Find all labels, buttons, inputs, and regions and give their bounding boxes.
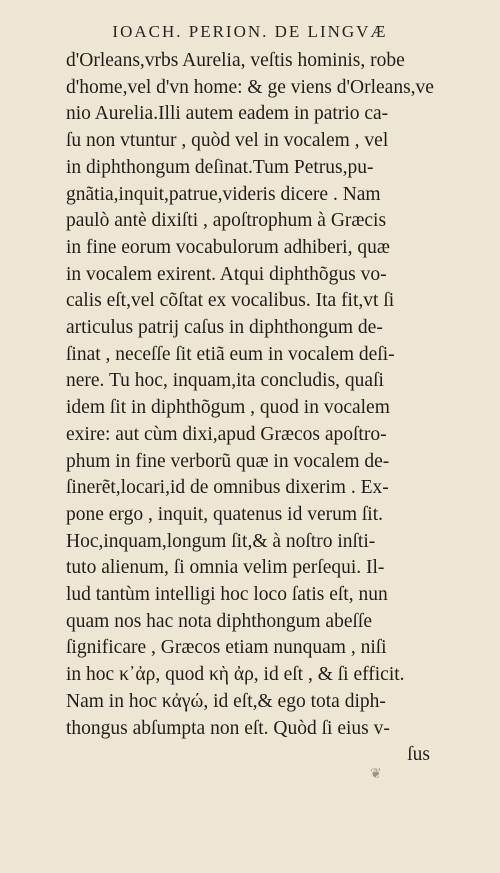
catchword: ſus (407, 744, 430, 766)
text-line: nio Aurelia.Illi autem eadem in patrio ca- (66, 103, 389, 125)
text-line: ſu non vtuntur , quòd vel in vocalem , vel (66, 130, 389, 152)
text-line: paulò antè dixiſti , apoſtrophum à Græcis (66, 210, 387, 232)
text-line: d'Orleans,vrbs Aurelia, veſtis hominis, robe (66, 50, 405, 71)
text-line: thongus abſumpta non eſt. Quòd ſi eius v- (66, 717, 390, 739)
text-line: tuto alienum, ſi omnia velim perſequi. Il- (66, 557, 385, 579)
text-line: in fine eorum vocabulorum adhiberi, quæ (66, 236, 390, 258)
text-line: gnãtia,inquit,patrue,videris dicere . Nam (66, 183, 381, 205)
body-text (66, 48, 466, 769)
text-line: ſinat , neceſſe ſit etiã eum in vocalem deſi- (66, 343, 395, 365)
text-line: Hoc,inquam,longum ſit,& à noſtro inſti- (66, 530, 376, 552)
text-line: calis eſt,vel cõſtat ex vocalibus. Ita fit,vt ſi (66, 290, 395, 312)
text-line: Nam in hoc κἀγώ, id eſt,& ego tota diph- (66, 690, 386, 712)
text-line: phum in fine verborũ quæ in vocalem de- (66, 450, 390, 472)
text-line: ſignificare , Græcos etiam nunquam , niſi (66, 637, 387, 659)
text-line: ſinerẽt,locari,id de omnibus dixerim . Ex- (66, 477, 389, 499)
text-line: nere. Tu hoc, inquam,ita concludis, quaſi (66, 370, 384, 392)
text-line: in diphthongum deſinat.Tum Petrus,pu- (66, 156, 374, 178)
text-line: in vocalem exirent. Atqui diphthõgus vo- (66, 263, 387, 285)
text-line: lud tantùm intelligi hoc loco ſatis eſt, nun (66, 584, 388, 606)
text-line: pone ergo , inquit, quatenus id verum ſit. (66, 503, 384, 525)
text-line: in hoc κ᾽ἀρ, quod κὴ ἀρ, id eſt , & ſi efficit. (66, 664, 405, 686)
ink-mark-icon: ❦ (370, 766, 382, 782)
text-line: quam nos hac nota diphthongum abeſſe (66, 610, 372, 632)
running-header: IOACH. PERION. DE LINGVÆ (112, 22, 388, 41)
text-line: exire: aut cùm dixi,apud Græcos apoſtro- (66, 423, 387, 445)
text-line: idem ſit in diphthõgum , quod in vocalem (66, 397, 390, 419)
text-line: d'home,vel d'vn home: & ge viens d'Orleans,ve (66, 76, 434, 98)
text-line: articulus patrij caſus in diphthongum de- (66, 317, 383, 339)
